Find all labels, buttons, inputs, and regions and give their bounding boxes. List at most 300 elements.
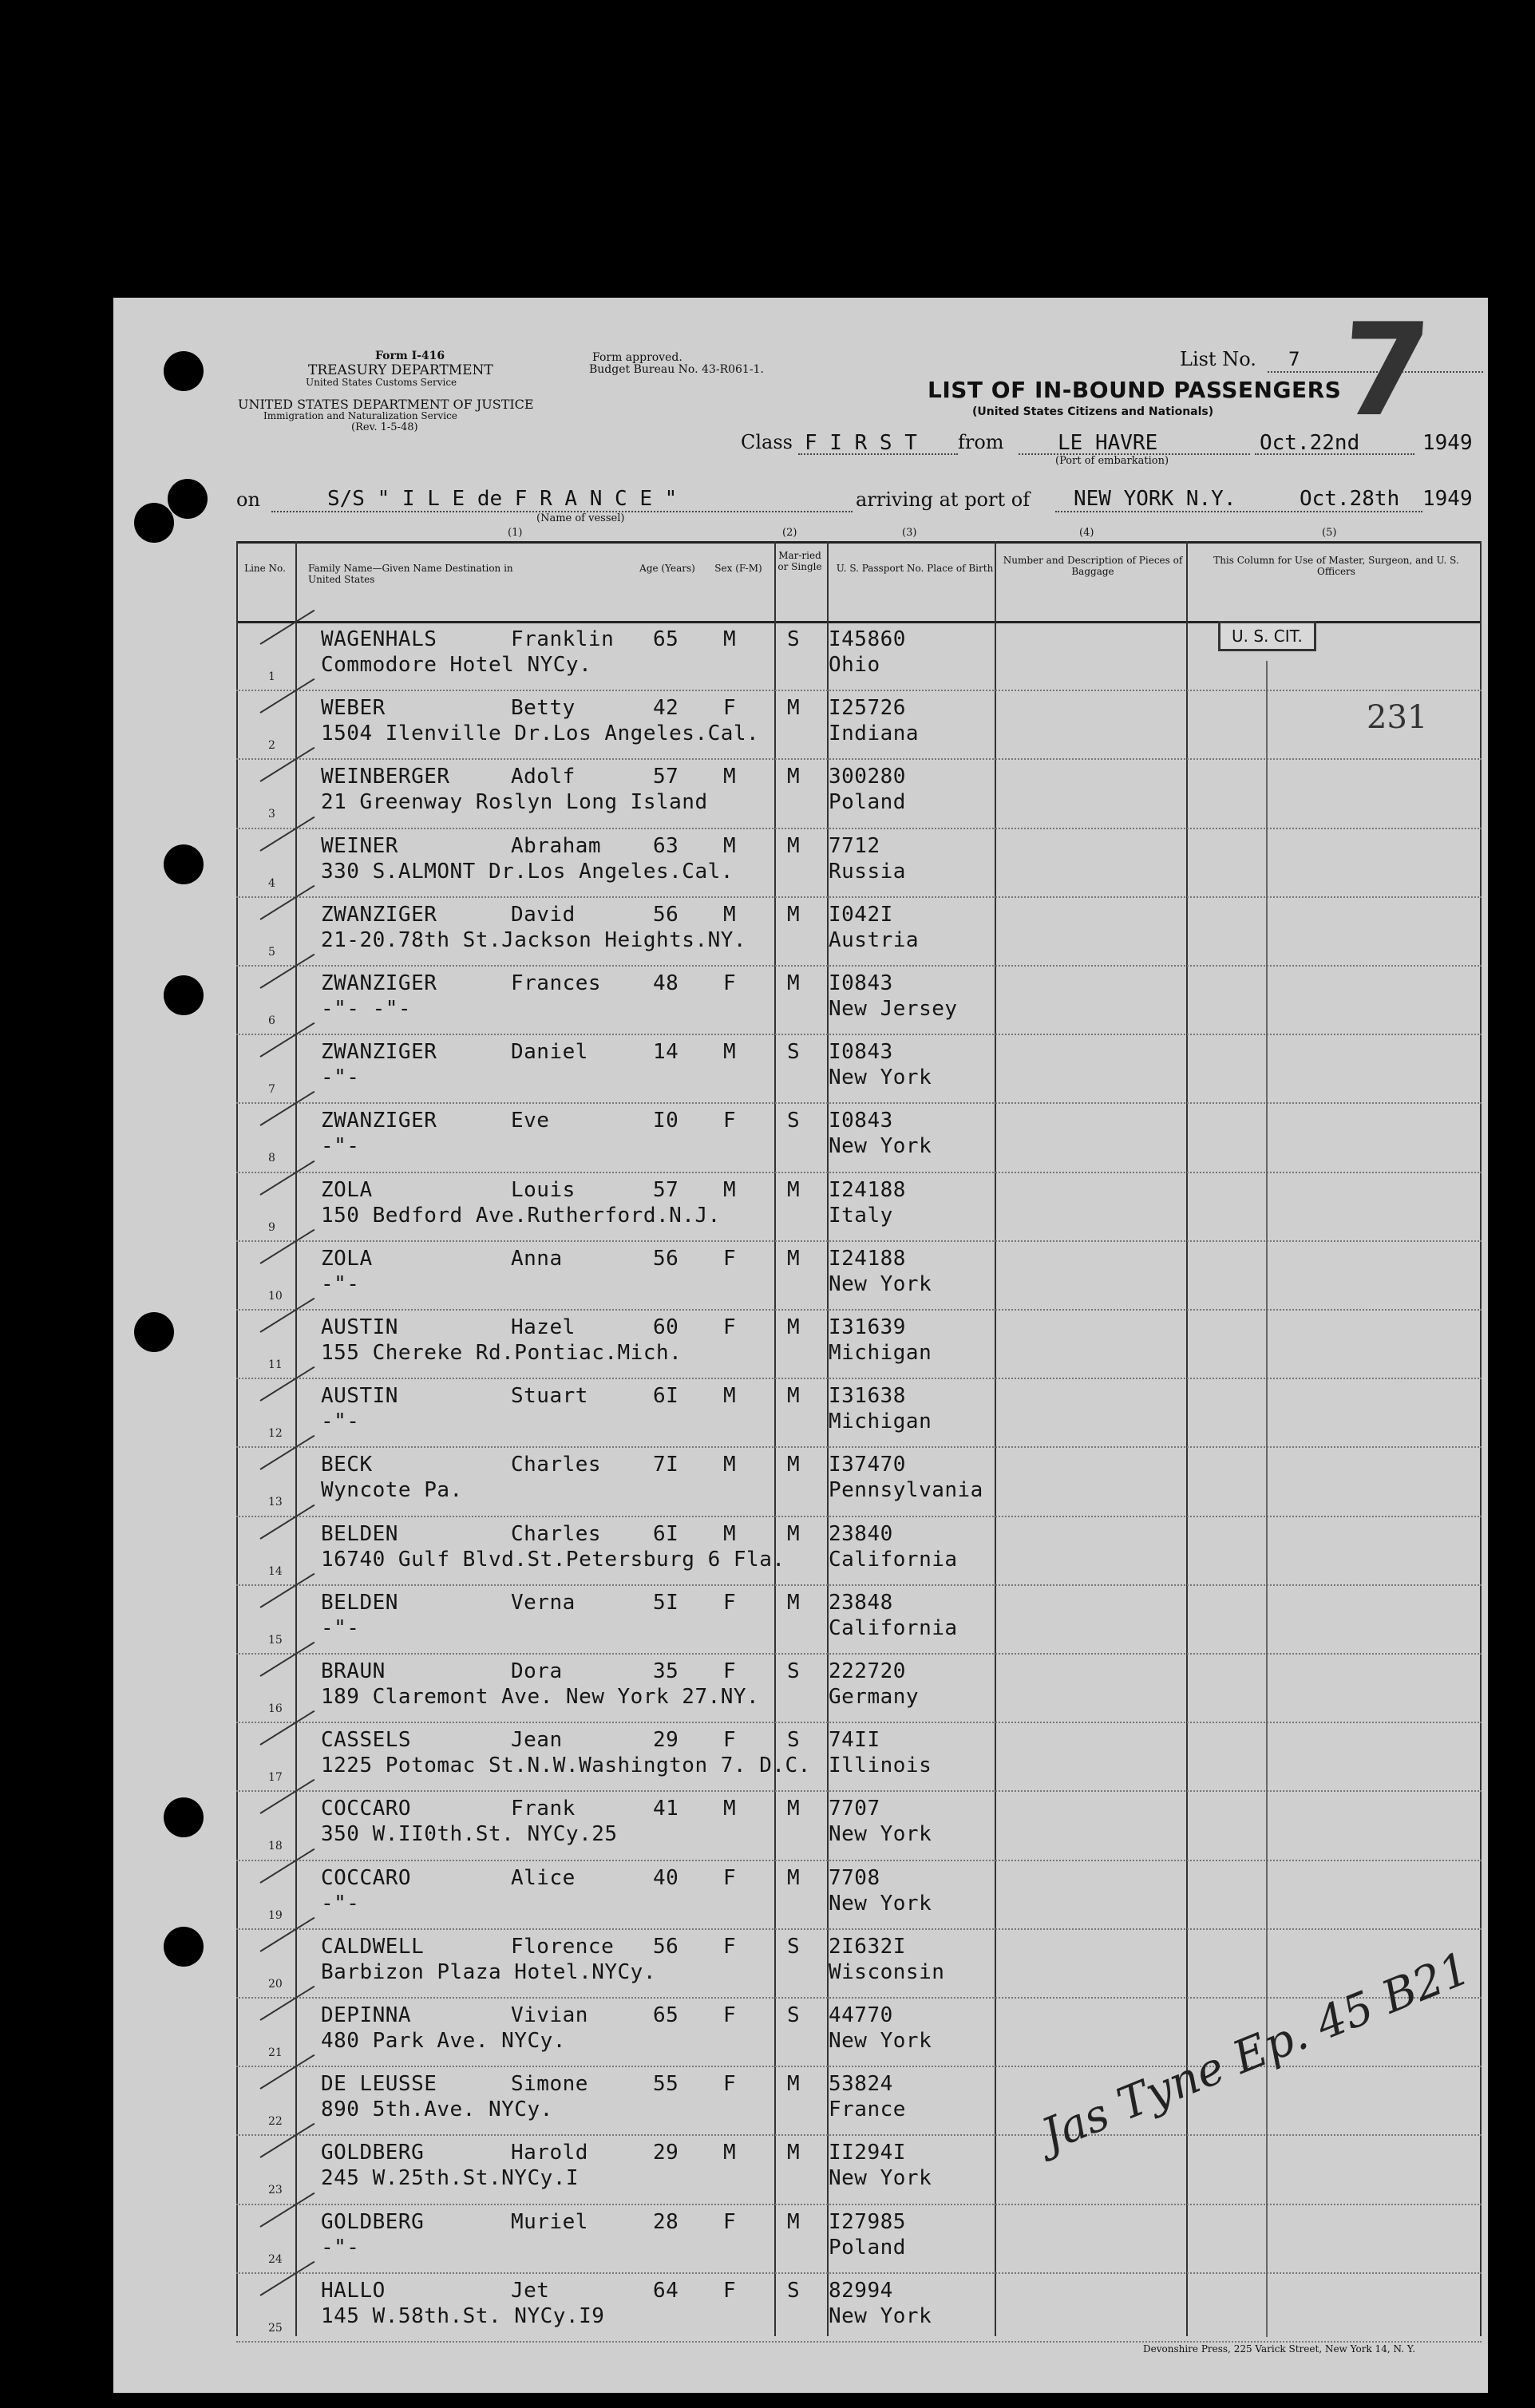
family-name: WEBER bbox=[321, 696, 386, 721]
col-baggage-header: Number and Description of Pieces of Baggage bbox=[1003, 555, 1183, 577]
passport-number: I042I bbox=[829, 902, 893, 927]
table-row bbox=[236, 965, 1482, 1035]
given-name: Eve bbox=[511, 1109, 550, 1133]
sex: F bbox=[723, 2003, 737, 2027]
marital-status: M bbox=[787, 765, 801, 789]
table-row bbox=[236, 828, 1482, 898]
family-name: GOLDBERG bbox=[321, 2209, 425, 2234]
given-name: Vivian bbox=[511, 2003, 588, 2027]
customs-service: United States Customs Service bbox=[306, 377, 457, 388]
col-num-2: (2) bbox=[782, 527, 797, 539]
place-of-birth: France bbox=[829, 2098, 906, 2122]
family-name: ZWANZIGER bbox=[321, 902, 437, 927]
marital-status: S bbox=[787, 1659, 801, 1683]
sex: M bbox=[723, 1040, 737, 1065]
sex: F bbox=[723, 1246, 737, 1271]
destination: 145 W.58th.St. NYCy.I9 bbox=[321, 2303, 605, 2328]
passport-number: I25726 bbox=[829, 696, 906, 721]
marital-status: S bbox=[787, 1728, 801, 1753]
family-name: BELDEN bbox=[321, 1590, 398, 1615]
class-label: Class bbox=[741, 431, 793, 453]
table-row bbox=[236, 896, 1482, 967]
age: 28 bbox=[653, 2209, 679, 2234]
sex: F bbox=[723, 1659, 737, 1683]
passport-number: 2I632I bbox=[829, 1934, 906, 1959]
family-name: DE LEUSSE bbox=[321, 2072, 437, 2097]
table-row bbox=[236, 1516, 1482, 1586]
family-name: COCCARO bbox=[321, 1865, 412, 1890]
place-of-birth: New York bbox=[829, 2303, 932, 2328]
vessel-name: S/S " I L E de F R A N C E " bbox=[327, 487, 678, 511]
marital-status: M bbox=[787, 1246, 801, 1271]
col-officers-header: This Column for Use of Master, Surgeon, and U. S. Officers bbox=[1213, 555, 1459, 577]
sex: M bbox=[723, 1521, 737, 1546]
col-num-3: (3) bbox=[902, 527, 917, 539]
line-number: 13 bbox=[268, 1496, 283, 1509]
age: 6I bbox=[653, 1384, 679, 1409]
passport-number: I37470 bbox=[829, 1453, 906, 1477]
line-number: 22 bbox=[268, 2115, 283, 2129]
given-name: Frances bbox=[511, 971, 602, 995]
col-age-header: Age (Years) bbox=[639, 563, 695, 574]
place-of-birth: Illinois bbox=[829, 1754, 932, 1778]
sex: F bbox=[723, 1865, 737, 1890]
sex: M bbox=[723, 1177, 737, 1202]
destination: Commodore Hotel NYCy. bbox=[321, 653, 592, 677]
given-name: Jean bbox=[511, 1728, 563, 1753]
table-row bbox=[236, 1653, 1482, 1723]
place-of-birth: New Jersey bbox=[829, 997, 958, 1021]
sex: M bbox=[723, 833, 737, 858]
printer-imprint: Devonshire Press, 225 Varick Street, New York 14, N. Y. bbox=[1143, 2343, 1416, 2355]
line-number: 5 bbox=[268, 945, 275, 959]
line-number: 1 bbox=[268, 670, 275, 683]
age: 35 bbox=[653, 1659, 679, 1683]
given-name: Florence bbox=[511, 1934, 615, 1959]
marital-status: M bbox=[787, 1521, 801, 1546]
family-name: DEPINNA bbox=[321, 2003, 412, 2027]
line-number: 14 bbox=[268, 1564, 283, 1578]
table-row bbox=[236, 1034, 1482, 1104]
passport-number: 82994 bbox=[829, 2278, 893, 2303]
form-approved: Form approved. bbox=[592, 351, 682, 364]
port-embark-caption: (Port of embarkation) bbox=[1055, 455, 1169, 467]
destination: -"- bbox=[321, 1615, 360, 1640]
arrival-port: NEW YORK N.Y. bbox=[1074, 487, 1236, 511]
given-name: Louis bbox=[511, 1177, 576, 1202]
marital-status: M bbox=[787, 833, 801, 858]
treasury-department: TREASURY DEPARTMENT bbox=[308, 362, 493, 378]
table-row bbox=[236, 1309, 1482, 1379]
marital-status: M bbox=[787, 902, 801, 927]
sex: M bbox=[723, 1384, 737, 1409]
line-number: 11 bbox=[268, 1358, 283, 1371]
place-of-birth: Poland bbox=[829, 790, 906, 815]
age: 60 bbox=[653, 1315, 679, 1339]
marital-status: M bbox=[787, 2141, 801, 2165]
list-number-label: List No. bbox=[1180, 348, 1256, 370]
immigration-service: Immigration and Naturalization Service bbox=[263, 410, 457, 421]
port-of-embarkation: LE HAVRE bbox=[1058, 431, 1158, 455]
officer-signature: Jas Tyne Ep. 45 B21 bbox=[1035, 1942, 1478, 2162]
destination: -"- bbox=[321, 2235, 360, 2260]
place-of-birth: Germany bbox=[829, 1685, 920, 1709]
passport-number: I31639 bbox=[829, 1315, 906, 1339]
age: I0 bbox=[653, 1109, 679, 1133]
line-number: 6 bbox=[268, 1014, 275, 1027]
passport-number: I0843 bbox=[829, 971, 893, 995]
passport-number: I45860 bbox=[829, 627, 906, 651]
family-name: CASSELS bbox=[321, 1728, 412, 1753]
age: 57 bbox=[653, 1177, 679, 1202]
family-name: AUSTIN bbox=[321, 1315, 398, 1339]
given-name: David bbox=[511, 902, 576, 927]
embarkation-date: Oct.22nd bbox=[1260, 431, 1360, 455]
place-of-birth: New York bbox=[829, 1271, 932, 1296]
place-of-birth: California bbox=[829, 1547, 958, 1572]
place-of-birth: Indiana bbox=[829, 722, 920, 746]
line-number: 9 bbox=[268, 1220, 275, 1234]
place-of-birth: New York bbox=[829, 1066, 932, 1090]
line-number: 2 bbox=[268, 739, 275, 753]
place-of-birth: Italy bbox=[829, 1203, 893, 1228]
passport-number: 222720 bbox=[829, 1659, 906, 1683]
form-title: LIST OF IN-BOUND PASSENGERS bbox=[928, 377, 1342, 403]
table-row bbox=[236, 2066, 1482, 2136]
sex: M bbox=[723, 627, 737, 651]
marital-status: S bbox=[787, 2003, 801, 2027]
age: 64 bbox=[653, 2278, 679, 2303]
marital-status: S bbox=[787, 1934, 801, 1959]
punch-hole bbox=[164, 975, 204, 1015]
family-name: CALDWELL bbox=[321, 1934, 425, 1959]
place-of-birth: Wisconsin bbox=[829, 1959, 945, 1984]
line-number: 15 bbox=[268, 1633, 283, 1647]
line-number: 19 bbox=[268, 1908, 283, 1922]
line-number: 24 bbox=[268, 2252, 283, 2266]
sex: F bbox=[723, 1728, 737, 1753]
destination: -"- -"- bbox=[321, 997, 412, 1021]
given-name: Muriel bbox=[511, 2209, 588, 2234]
table-row bbox=[236, 1928, 1482, 1999]
passport-number: II294I bbox=[829, 2141, 906, 2165]
family-name: COCCARO bbox=[321, 1797, 412, 1821]
sex: M bbox=[723, 765, 737, 789]
vessel-caption: (Name of vessel) bbox=[536, 512, 625, 524]
passport-number: 7708 bbox=[829, 1865, 880, 1890]
destination: 16740 Gulf Blvd.St.Petersburg 6 Fla. bbox=[321, 1547, 785, 1572]
punch-hole bbox=[134, 1312, 174, 1352]
destination: 1504 Ilenville Dr.Los Angeles.Cal. bbox=[321, 722, 760, 746]
passport-number: I24188 bbox=[829, 1177, 906, 1202]
given-name: Hazel bbox=[511, 1315, 576, 1339]
age: 65 bbox=[653, 627, 679, 651]
marital-status: M bbox=[787, 2072, 801, 2097]
family-name: WAGENHALS bbox=[321, 627, 437, 651]
table-row bbox=[236, 1446, 1482, 1516]
destination: 330 S.ALMONT Dr.Los Angeles.Cal. bbox=[321, 859, 734, 884]
destination: 150 Bedford Ave.Rutherford.N.J. bbox=[321, 1203, 721, 1228]
sex: M bbox=[723, 1797, 737, 1821]
age: 14 bbox=[653, 1040, 679, 1065]
marital-status: S bbox=[787, 1040, 801, 1065]
destination: -"- bbox=[321, 1066, 360, 1090]
col-married-header: Mar-ried or Single bbox=[777, 550, 822, 572]
punch-hole bbox=[168, 479, 208, 519]
col-sex-header: Sex (F-M) bbox=[714, 563, 762, 574]
table-row bbox=[236, 2134, 1482, 2204]
age: 29 bbox=[653, 2141, 679, 2165]
punch-hole bbox=[134, 503, 174, 543]
place-of-birth: New York bbox=[829, 1822, 932, 1847]
given-name: Charles bbox=[511, 1453, 602, 1477]
place-of-birth: California bbox=[829, 1615, 958, 1640]
line-number: 10 bbox=[268, 1289, 283, 1303]
list-number-large: 7 bbox=[1335, 295, 1435, 445]
age: 41 bbox=[653, 1797, 679, 1821]
marital-status: M bbox=[787, 971, 801, 995]
table-row bbox=[236, 1172, 1482, 1242]
line-number: 17 bbox=[268, 1771, 283, 1785]
col-name-header: Family Name—Given Name Destination in United States bbox=[308, 563, 513, 585]
sex: M bbox=[723, 1453, 737, 1477]
family-name: BELDEN bbox=[321, 1521, 398, 1546]
passport-number: I0843 bbox=[829, 1040, 893, 1065]
given-name: Frank bbox=[511, 1797, 576, 1821]
family-name: BECK bbox=[321, 1453, 373, 1477]
age: 63 bbox=[653, 833, 679, 858]
passport-number: I24188 bbox=[829, 1246, 906, 1271]
age: 7I bbox=[653, 1453, 679, 1477]
col-num-4: (4) bbox=[1079, 527, 1094, 539]
place-of-birth: New York bbox=[829, 1891, 932, 1916]
age: 56 bbox=[653, 1934, 679, 1959]
age: 40 bbox=[653, 1865, 679, 1890]
sex: F bbox=[723, 1934, 737, 1959]
destination: 21-20.78th St.Jackson Heights.NY. bbox=[321, 927, 747, 952]
passport-number: I31638 bbox=[829, 1384, 906, 1409]
age: 48 bbox=[653, 971, 679, 995]
passport-number: 7707 bbox=[829, 1797, 880, 1821]
line-number: 25 bbox=[268, 2321, 283, 2335]
table-row bbox=[236, 1584, 1482, 1655]
place-of-birth: Austria bbox=[829, 927, 920, 952]
passport-number: 23840 bbox=[829, 1521, 893, 1546]
sex: F bbox=[723, 2072, 737, 2097]
marital-status: S bbox=[787, 627, 801, 651]
family-name: ZOLA bbox=[321, 1246, 373, 1271]
family-name: BRAUN bbox=[321, 1659, 386, 1683]
place-of-birth: Michigan bbox=[829, 1341, 932, 1365]
line-number: 20 bbox=[268, 1977, 283, 1991]
place-of-birth: New York bbox=[829, 2029, 932, 2053]
age: 56 bbox=[653, 902, 679, 927]
table-row bbox=[236, 1240, 1482, 1311]
list-number: 7 bbox=[1288, 348, 1300, 370]
table-row bbox=[236, 2204, 1482, 2274]
place-of-birth: Russia bbox=[829, 859, 906, 884]
sex: M bbox=[723, 2141, 737, 2165]
table-row bbox=[236, 758, 1482, 828]
line-number: 3 bbox=[268, 808, 275, 821]
from-label: from bbox=[958, 431, 1004, 453]
place-of-birth: Poland bbox=[829, 2235, 906, 2260]
age: 55 bbox=[653, 2072, 679, 2097]
passport-number: I27985 bbox=[829, 2209, 906, 2234]
marital-status: M bbox=[787, 1315, 801, 1339]
given-name: Alice bbox=[511, 1865, 576, 1890]
given-name: Charles bbox=[511, 1521, 602, 1546]
table-row bbox=[236, 1102, 1482, 1172]
given-name: Adolf bbox=[511, 765, 576, 789]
destination: -"- bbox=[321, 1891, 360, 1916]
family-name: ZOLA bbox=[321, 1177, 373, 1202]
family-name: ZWANZIGER bbox=[321, 1040, 437, 1065]
marital-status: M bbox=[787, 696, 801, 721]
destination: 155 Chereke Rd.Pontiac.Mich. bbox=[321, 1341, 682, 1365]
family-name: AUSTIN bbox=[321, 1384, 398, 1409]
marital-status: M bbox=[787, 1384, 801, 1409]
age: 6I bbox=[653, 1521, 679, 1546]
place-of-birth: Michigan bbox=[829, 1410, 932, 1434]
marital-status: S bbox=[787, 1109, 801, 1133]
arrival-year: 1949 bbox=[1422, 487, 1473, 511]
officer-column-rule bbox=[1266, 661, 1268, 2337]
table-row bbox=[236, 1722, 1482, 1792]
sex: F bbox=[723, 971, 737, 995]
family-name: ZWANZIGER bbox=[321, 1109, 437, 1133]
us-citizen-stamp: U. S. CIT. bbox=[1218, 621, 1316, 651]
line-number: 7 bbox=[268, 1083, 275, 1097]
given-name: Simone bbox=[511, 2072, 588, 2097]
destination: 350 W.II0th.St. NYCy.25 bbox=[321, 1822, 618, 1847]
place-of-birth: Ohio bbox=[829, 653, 880, 677]
justice-department: UNITED STATES DEPARTMENT OF JUSTICE bbox=[238, 397, 534, 412]
destination: Barbizon Plaza Hotel.NYCy. bbox=[321, 1959, 656, 1984]
line-number: 8 bbox=[268, 1152, 275, 1165]
table-row bbox=[236, 2272, 1482, 2343]
marital-status: M bbox=[787, 1177, 801, 1202]
line-number: 23 bbox=[268, 2184, 283, 2197]
passport-number: 300280 bbox=[829, 765, 906, 789]
table-row bbox=[236, 1378, 1482, 1448]
marital-status: M bbox=[787, 1797, 801, 1821]
line-number: 18 bbox=[268, 1840, 283, 1853]
destination: 1225 Potomac St.N.W.Washington 7. D.C. bbox=[321, 1754, 811, 1778]
family-name: WEINBERGER bbox=[321, 765, 450, 789]
marital-status: S bbox=[787, 2278, 801, 2303]
form-number: Form I-416 bbox=[375, 350, 445, 362]
arriving-label: arriving at port of bbox=[856, 488, 1031, 511]
given-name: Jet bbox=[511, 2278, 550, 2303]
col-passport-header: U. S. Passport No. Place of Birth bbox=[836, 563, 994, 574]
age: 5I bbox=[653, 1590, 679, 1615]
age: 56 bbox=[653, 1246, 679, 1271]
family-name: GOLDBERG bbox=[321, 2141, 425, 2165]
revision: (Rev. 1-5-48) bbox=[351, 421, 418, 433]
punch-hole bbox=[164, 351, 204, 391]
passenger-table bbox=[236, 541, 1482, 2336]
given-name: Abraham bbox=[511, 833, 602, 858]
family-name: HALLO bbox=[321, 2278, 386, 2303]
age: 42 bbox=[653, 696, 679, 721]
sex: F bbox=[723, 1315, 737, 1339]
form-subtitle: (United States Citizens and Nationals) bbox=[972, 405, 1214, 418]
given-name: Dora bbox=[511, 1659, 563, 1683]
passport-number: 53824 bbox=[829, 2072, 893, 2097]
given-name: Stuart bbox=[511, 1384, 588, 1409]
marital-status: M bbox=[787, 1865, 801, 1890]
passport-number: 44770 bbox=[829, 2003, 893, 2027]
passport-number: 23848 bbox=[829, 1590, 893, 1615]
line-number: 16 bbox=[268, 1702, 283, 1715]
table-header bbox=[236, 541, 1482, 623]
sex: F bbox=[723, 1590, 737, 1615]
col-num-1: (1) bbox=[508, 527, 523, 539]
sex: M bbox=[723, 902, 737, 927]
marital-status: M bbox=[787, 1453, 801, 1477]
age: 29 bbox=[653, 1728, 679, 1753]
age: 65 bbox=[653, 2003, 679, 2027]
passport-number: 7712 bbox=[829, 833, 880, 858]
place-of-birth: New York bbox=[829, 2166, 932, 2191]
family-name: WEINER bbox=[321, 833, 398, 858]
given-name: Harold bbox=[511, 2141, 588, 2165]
col-line-header: Line No. bbox=[244, 563, 286, 574]
punch-hole bbox=[164, 1927, 204, 1967]
table-row bbox=[236, 690, 1482, 760]
given-name: Verna bbox=[511, 1590, 576, 1615]
table-row bbox=[236, 1860, 1482, 1930]
marital-status: M bbox=[787, 2209, 801, 2234]
sex: F bbox=[723, 1109, 737, 1133]
table-row bbox=[236, 1790, 1482, 1860]
punch-hole bbox=[164, 844, 204, 884]
destination: -"- bbox=[321, 1410, 360, 1434]
line-number: 4 bbox=[268, 876, 275, 890]
destination: 890 5th.Ave. NYCy. bbox=[321, 2098, 553, 2122]
destination: Wyncote Pa. bbox=[321, 1478, 463, 1503]
destination: -"- bbox=[321, 1271, 360, 1296]
passport-number: I0843 bbox=[829, 1109, 893, 1133]
passport-number: 74II bbox=[829, 1728, 880, 1753]
line-number: 12 bbox=[268, 1427, 283, 1441]
sex: F bbox=[723, 696, 737, 721]
family-name: ZWANZIGER bbox=[321, 971, 437, 995]
line-number: 21 bbox=[268, 2046, 283, 2059]
given-name: Betty bbox=[511, 696, 576, 721]
given-name: Daniel bbox=[511, 1040, 588, 1065]
stamp-number: 231 bbox=[1367, 699, 1428, 736]
age: 57 bbox=[653, 765, 679, 789]
destination: 245 W.25th.St.NYCy.I bbox=[321, 2166, 580, 2191]
place-of-birth: New York bbox=[829, 1134, 932, 1159]
destination: 189 Claremont Ave. New York 27.NY. bbox=[321, 1685, 760, 1709]
destination: -"- bbox=[321, 1134, 360, 1159]
given-name: Franklin bbox=[511, 627, 615, 651]
embarkation-year: 1949 bbox=[1422, 431, 1473, 455]
class-value: F I R S T bbox=[805, 431, 917, 455]
marital-status: M bbox=[787, 1590, 801, 1615]
punch-hole bbox=[164, 1797, 204, 1837]
place-of-birth: Pennsylvania bbox=[829, 1478, 983, 1503]
given-name: Anna bbox=[511, 1246, 563, 1271]
col-num-5: (5) bbox=[1322, 527, 1337, 539]
arrival-date: Oct.28th bbox=[1300, 487, 1400, 511]
sex: F bbox=[723, 2278, 737, 2303]
destination: 21 Greenway Roslyn Long Island bbox=[321, 790, 708, 815]
on-label: on bbox=[236, 488, 260, 511]
